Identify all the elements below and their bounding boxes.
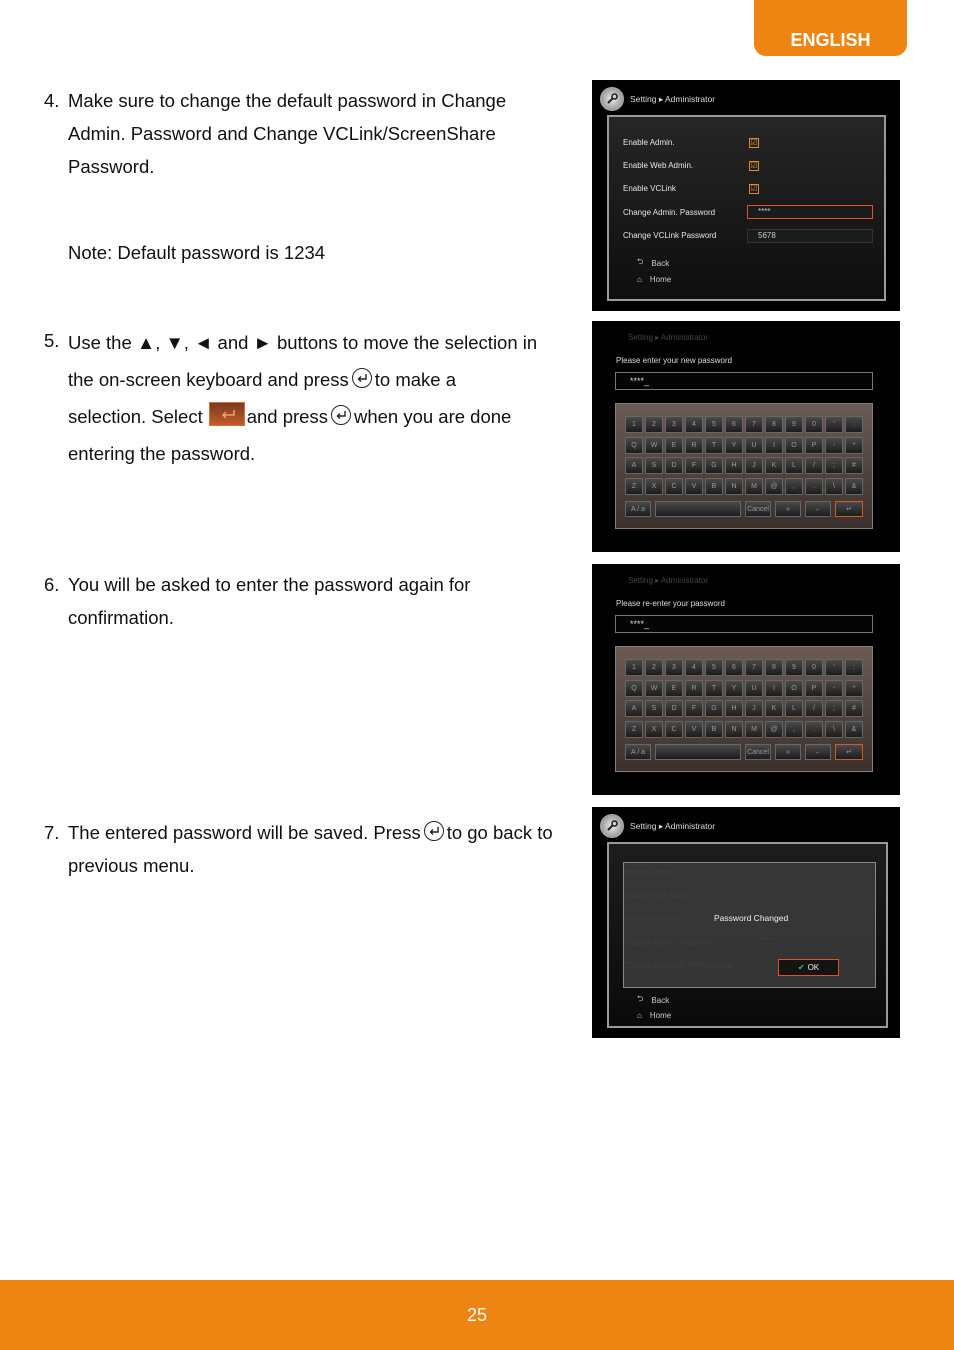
settings-panel: [607, 842, 888, 1028]
keyboard-key[interactable]: ': [825, 659, 843, 676]
keyboard-key[interactable]: Y: [725, 680, 743, 697]
keyboard-key[interactable]: D: [665, 457, 683, 474]
keyboard-key[interactable]: Z: [625, 721, 643, 738]
step-number: 6.: [44, 574, 60, 595]
enable-web-admin-label: Enable Web Admin.: [623, 161, 694, 170]
back-item[interactable]: [637, 993, 669, 1007]
keyboard-key[interactable]: -: [825, 680, 843, 697]
clear-key[interactable]: «: [775, 744, 801, 760]
ok-button[interactable]: [778, 959, 839, 976]
space-key[interactable]: [655, 744, 741, 760]
home-icon: ⌂: [637, 275, 642, 284]
keyboard-key[interactable]: &: [845, 478, 863, 495]
enable-vclink-label: Enable VCLink: [623, 184, 676, 193]
keyboard-key[interactable]: A: [625, 457, 643, 474]
keyboard-key[interactable]: K: [765, 700, 783, 717]
language-label: ENGLISH: [790, 30, 871, 50]
back-icon: ⮌: [637, 257, 644, 266]
screen-header: [600, 813, 715, 839]
enter-key-icon: [209, 402, 245, 426]
keyboard-key[interactable]: 3: [665, 416, 683, 433]
new-password-keyboard-screenshot: [592, 321, 900, 552]
keyboard-key[interactable]: E: [665, 680, 683, 697]
clear-key[interactable]: «: [775, 501, 801, 517]
home-item[interactable]: [637, 1011, 671, 1020]
keyboard-key[interactable]: J: [745, 457, 763, 474]
password-entry[interactable]: ****_: [615, 372, 873, 390]
keyboard-key[interactable]: C: [665, 478, 683, 495]
breadcrumb: Setting ▸ Administrator: [628, 333, 709, 342]
keyboard-key[interactable]: V: [685, 721, 703, 738]
keyboard-key[interactable]: F: [685, 700, 703, 717]
keyboard-key[interactable]: 4: [685, 659, 703, 676]
keyboard-key[interactable]: R: [685, 680, 703, 697]
check-icon: ✔: [797, 963, 805, 972]
admin-password-label: Change Admin. Password: [623, 208, 716, 217]
keyboard-key[interactable]: H: [725, 700, 743, 717]
keyboard-key[interactable]: P: [805, 437, 823, 454]
keyboard-key[interactable]: 7: [745, 659, 763, 676]
back-label: Back: [651, 258, 670, 268]
keyboard-key[interactable]: 0: [805, 416, 823, 433]
screen-header: [600, 86, 715, 112]
breadcrumb: Setting ▸ Administrator: [628, 576, 709, 585]
step-line: entering the password.: [68, 443, 256, 464]
case-key[interactable]: A / a: [625, 744, 651, 760]
ok-label: OK: [807, 963, 820, 972]
keyboard-key[interactable]: J: [745, 700, 763, 717]
breadcrumb: Setting ▸ Administrator: [630, 820, 716, 831]
keyboard-key[interactable]: -: [825, 437, 843, 454]
keyboard-key[interactable]: K: [765, 457, 783, 474]
keyboard-key[interactable]: 7: [745, 416, 763, 433]
back-icon: ⮌: [637, 994, 644, 1003]
keyboard-key[interactable]: 4: [685, 416, 703, 433]
enter-icon: [331, 405, 351, 425]
keyboard-key[interactable]: S: [645, 700, 663, 717]
enable-web-admin-checkbox[interactable]: ☑: [750, 161, 758, 170]
keyboard-key[interactable]: L: [785, 700, 803, 717]
admin-settings-screenshot: [592, 80, 900, 311]
admin-password-field[interactable]: ****: [747, 205, 873, 219]
keyboard-key[interactable]: :: [845, 416, 863, 433]
keyboard-key[interactable]: 9: [785, 659, 803, 676]
space-key[interactable]: [655, 501, 741, 517]
keyboard-key[interactable]: W: [645, 680, 663, 697]
keyboard-key[interactable]: \: [825, 478, 843, 495]
keyboard-key[interactable]: 0: [805, 659, 823, 676]
keyboard-key[interactable]: /: [805, 457, 823, 474]
keyboard-key[interactable]: B: [705, 721, 723, 738]
keyboard-key[interactable]: 8: [765, 659, 783, 676]
keyboard-key[interactable]: S: [645, 457, 663, 474]
keyboard-key[interactable]: G: [705, 457, 723, 474]
keyboard-key[interactable]: X: [645, 721, 663, 738]
keyboard-key[interactable]: C: [665, 721, 683, 738]
step-6: [44, 568, 564, 648]
keyboard-key[interactable]: 3: [665, 659, 683, 676]
keyboard-key[interactable]: ,: [785, 478, 803, 495]
cancel-key[interactable]: Cancel: [745, 744, 771, 760]
keyboard-key[interactable]: D: [665, 700, 683, 717]
backspace-key[interactable]: ←: [805, 744, 831, 760]
keyboard-key[interactable]: ': [825, 416, 843, 433]
keyboard-key[interactable]: *: [845, 437, 863, 454]
keyboard-key[interactable]: :: [845, 659, 863, 676]
keyboard-key[interactable]: Z: [625, 478, 643, 495]
enter-key[interactable]: ↵: [835, 501, 863, 517]
enable-vclink-checkbox[interactable]: ☑: [750, 184, 758, 193]
keyboard-key[interactable]: O: [785, 437, 803, 454]
keyboard-key[interactable]: @: [765, 721, 783, 738]
step-text-a: The entered password will be saved. Press: [68, 822, 421, 843]
page-number: 25: [466, 1304, 488, 1325]
keyboard-key[interactable]: *: [845, 680, 863, 697]
enter-icon: [424, 821, 444, 841]
keyboard-key[interactable]: E: [665, 437, 683, 454]
home-item[interactable]: [637, 275, 671, 284]
keyboard-key[interactable]: 2: [645, 659, 663, 676]
keyboard-key[interactable]: Q: [625, 437, 643, 454]
keyboard-key[interactable]: /: [805, 700, 823, 717]
keyboard-key[interactable]: Q: [625, 680, 643, 697]
keyboard-key[interactable]: @: [765, 478, 783, 495]
enter-icon: [352, 368, 372, 388]
step-line: Use the ▲, ▼, ◄ and ► buttons to move the selection in: [68, 332, 538, 353]
password-prompt: Please re-enter your password: [616, 599, 725, 608]
step-note: Note: Default password is 1234: [68, 242, 326, 263]
keyboard-key[interactable]: ,: [785, 721, 803, 738]
step-text: Make sure to change the default password in Change Admin. Password and Change VCLink/ScreenShare Password.: [68, 90, 507, 177]
step-text: the on-screen keyboard and press: [68, 369, 349, 390]
keyboard-key[interactable]: M: [745, 478, 763, 495]
step-4: [44, 84, 564, 274]
cancel-key[interactable]: Cancel: [745, 501, 771, 517]
message-dialog: [623, 862, 876, 988]
step-text: You will be asked to enter the password again for confirmation.: [68, 574, 471, 628]
keyboard-key[interactable]: 9: [785, 416, 803, 433]
keyboard-key[interactable]: .: [805, 478, 823, 495]
password-prompt: Please enter your new password: [616, 356, 733, 365]
keyboard-key[interactable]: \: [825, 721, 843, 738]
settings-panel: [607, 115, 886, 301]
keyboard-key[interactable]: Y: [725, 437, 743, 454]
on-screen-keyboard: [615, 403, 873, 529]
page-footer: [0, 1280, 954, 1350]
back-label: Back: [651, 995, 670, 1005]
step-number: 7.: [44, 822, 60, 843]
keyboard-key[interactable]: G: [705, 700, 723, 717]
on-screen-keyboard: [615, 646, 873, 772]
vclink-password-field[interactable]: 5678: [747, 229, 873, 243]
case-key[interactable]: A / a: [625, 501, 651, 517]
keyboard-key[interactable]: L: [785, 457, 803, 474]
step-7: [44, 816, 564, 896]
step-number: 4.: [44, 90, 60, 111]
vclink-password-label: Change VCLink Password: [623, 231, 717, 240]
step-text: selection. Select: [68, 406, 203, 427]
keyboard-key[interactable]: P: [805, 680, 823, 697]
password-changed-screenshot: [592, 807, 900, 1038]
keyboard-key[interactable]: ;: [825, 457, 843, 474]
keyboard-key[interactable]: 1: [625, 659, 643, 676]
step-line: [68, 361, 568, 398]
keyboard-key[interactable]: T: [705, 680, 723, 697]
step-5: [44, 324, 564, 484]
enable-admin-checkbox[interactable]: ☑: [750, 138, 758, 147]
keyboard-key[interactable]: A: [625, 700, 643, 717]
keyboard-key[interactable]: 6: [725, 659, 743, 676]
keyboard-key[interactable]: U: [745, 680, 763, 697]
keyboard-key[interactable]: U: [745, 437, 763, 454]
home-label: Home: [649, 275, 672, 284]
keyboard-key[interactable]: 6: [725, 416, 743, 433]
step-text: when you are done: [353, 406, 512, 427]
confirm-password-keyboard-screenshot: [592, 564, 900, 795]
step-line: [68, 398, 568, 435]
keyboard-key[interactable]: N: [725, 721, 743, 738]
keyboard-key[interactable]: X: [645, 478, 663, 495]
keyboard-key[interactable]: #: [845, 700, 863, 717]
keyboard-key[interactable]: #: [845, 457, 863, 474]
enter-key[interactable]: ↵: [835, 744, 863, 760]
keyboard-key[interactable]: T: [705, 437, 723, 454]
keyboard-bottom-row: [625, 501, 865, 517]
home-label: Home: [649, 1011, 672, 1020]
keyboard-key[interactable]: R: [685, 437, 703, 454]
keyboard-key[interactable]: 5: [705, 659, 723, 676]
language-tab: [754, 0, 907, 56]
keyboard-key[interactable]: I: [765, 680, 783, 697]
password-entry[interactable]: ****_: [615, 615, 873, 633]
enable-admin-label: Enable Admin.: [623, 138, 675, 147]
back-item[interactable]: [637, 256, 669, 270]
keyboard-key[interactable]: 2: [645, 416, 663, 433]
dialog-message: Password Changed: [714, 913, 789, 923]
keyboard-key[interactable]: N: [725, 478, 743, 495]
step-number: 5.: [44, 330, 60, 351]
keyboard-key[interactable]: M: [745, 721, 763, 738]
backspace-key[interactable]: ←: [805, 501, 831, 517]
wrench-icon: [600, 87, 624, 111]
keyboard-key[interactable]: I: [765, 437, 783, 454]
home-icon: ⌂: [637, 1011, 642, 1020]
step-text-b: to go back to previous menu.: [68, 822, 553, 876]
keyboard-key[interactable]: H: [725, 457, 743, 474]
keyboard-key[interactable]: 8: [765, 416, 783, 433]
keyboard-key[interactable]: F: [685, 457, 703, 474]
step-text: [68, 816, 558, 882]
step-text: and press: [246, 406, 328, 427]
keyboard-key[interactable]: O: [785, 680, 803, 697]
keyboard-bottom-row: [625, 744, 865, 760]
breadcrumb: Setting ▸ Administrator: [630, 93, 716, 104]
keyboard-keys: [625, 416, 863, 495]
keyboard-key[interactable]: ;: [825, 700, 843, 717]
keyboard-key[interactable]: &: [845, 721, 863, 738]
keyboard-keys: [625, 659, 863, 738]
keyboard-key[interactable]: B: [705, 478, 723, 495]
keyboard-key[interactable]: 1: [625, 416, 643, 433]
wrench-icon: [600, 814, 624, 838]
step-text: to make a: [374, 369, 457, 390]
keyboard-key[interactable]: .: [805, 721, 823, 738]
keyboard-key[interactable]: W: [645, 437, 663, 454]
keyboard-key[interactable]: 5: [705, 416, 723, 433]
keyboard-key[interactable]: V: [685, 478, 703, 495]
